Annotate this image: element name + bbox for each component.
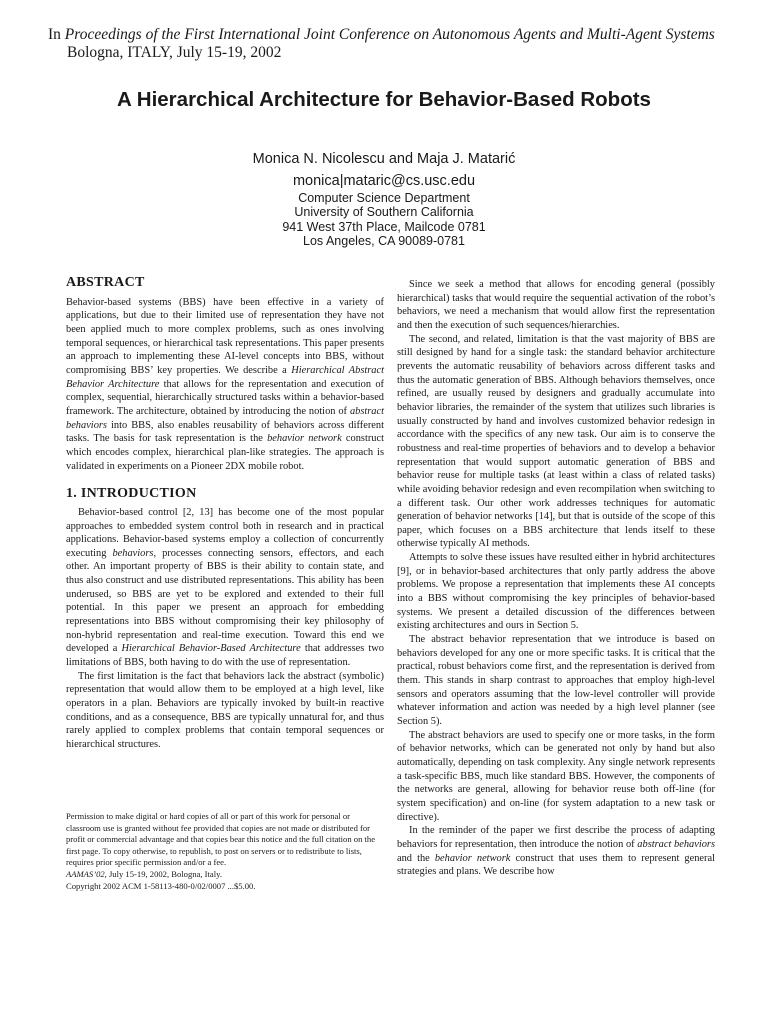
affiliation-dept: Computer Science Department: [298, 191, 470, 205]
body-text-part: construct that uses them to represent general strategies and plans. We describe how: [397, 852, 715, 878]
venue-prefix: In: [48, 26, 61, 43]
right-column: [397, 278, 715, 879]
intro-emphasis: behaviors: [112, 547, 154, 559]
abstract-emphasis: Hierarchical Abstract Behavior Architecture: [66, 364, 384, 390]
venue-note: [66, 869, 384, 881]
author-names: Monica N. Nicolescu and Maja J. Matarić: [252, 151, 516, 167]
intro-text-part: that addresses two limitations of BBS, both having to do with the use of representation.: [66, 643, 384, 669]
intro-text-part: Behavior-based control [2, 13] has become one of the most popular approaches to embedded system control both in research and in practical applications. Behavior-based systems employ a collection of concurrently executing: [66, 506, 384, 559]
intro-paragraph: [66, 506, 384, 670]
body-emphasis: abstract behaviors: [637, 838, 715, 850]
permission-text: Permission to make digital or hard copies of all or part of this work for personal or classroom use is granted without fee provided that copies are not made or distributed for profit or commercial advantage and that copies bear this notice and the full citation on the first page. To copy otherwise, to republish, to post on servers or to redistribute to lists, requires prior specific permission and/or a fee.: [66, 811, 376, 868]
body-paragraph: Attempts to solve these issues have resulted either in hybrid architectures [9], or in behavior-based architectures that only partly address the above problems. We propose a representation that implements these AI concepts into a BBS without compromising the key principles of behavior-based systems. We present a detailed discussion of the differences between existing architectures and ours in Section 5.: [397, 552, 715, 632]
body-text-part: and the: [397, 852, 435, 864]
left-column: [66, 276, 384, 752]
venue-location: Bologna, ITALY, July 15-19, 2002: [67, 44, 282, 61]
abstract-text-part: into BBS, also enables reusability of behaviors across different tasks. The basis for task representation is the: [66, 419, 384, 445]
affiliation-street: 941 West 37th Place, Mailcode 0781: [282, 219, 486, 234]
abstract-text: [66, 296, 384, 474]
body-paragraph: The abstract behaviors are used to specify one or more tasks, in the form of behavior networks, which can be generated not only by hand but also automatically, depending on task complexity. Any single network represents a task-specific BBS, much like standard BBS. However, the components of the networks are general, allowing for behavior reuse both off-line (for system specification) and on-line (for system adaptation to a new task or directive).: [397, 729, 715, 823]
abstract-text-part: Behavior-based systems (BBS) have been effective in a variety of applications, but due to their limited use of representation they have not been applied much to more complex problems, such as ones involving temporal sequences, or hierarchical task representations. This paper presents an approach to implementing these AI-level concepts into BBS, without compromising BBS’ key properties. We describe a: [66, 296, 384, 376]
abstract-text-part: construct which encodes complex, hierarchical plan-like strategies. The approach is validated in experiments on a Pioneer 2DX mobile robot.: [66, 433, 384, 472]
author-email: monica|mataric@cs.usc.edu: [292, 173, 476, 189]
body-paragraph: The abstract behavior representation that we introduce is based on behaviors developed for any one or more specific tasks. It is critical that the practical, robust behaviors come first, and the representation is derived from them. This stands in sharp contrast to approaches that employ high-level sensors and operators assuming that the low-level controller will provide whatever information and action was needed by a high level planner (see Section 5).: [397, 634, 715, 727]
venue-note-name: AAMAS’02,: [66, 868, 107, 879]
abstract-text-part: that allows for the representation and execution of complex, sequential, hierarchically structured tasks within a behavior-based framework. The architecture, obtained by introducing the notion of: [66, 378, 384, 417]
author-block: [0, 148, 768, 192]
introduction-heading: 1. INTRODUCTION: [66, 486, 197, 502]
abstract-heading: ABSTRACT: [66, 275, 145, 290]
affiliation-city: Los Angeles, CA 90089-0781: [303, 234, 465, 249]
abstract-emphasis: abstract behaviors: [66, 405, 384, 431]
paper-title: A Hierarchical Architecture for Behavior-Based Robots: [117, 88, 651, 111]
body-paragraph: Since we seek a method that allows for encoding general (possibly hierarchical) tasks that would require the sequential activation of the robot’s behaviors, we need a mechanism that would allow first the representation and then the execution of such sequences/hierarchies.: [397, 279, 715, 331]
intro-emphasis: Hierarchical Behavior-Based Architecture: [121, 643, 301, 655]
body-paragraph: The second, and related, limitation is that the vast majority of BBS are still designed by hand for a single task: the standard behavior architecture prevents the automatic reusability of behaviors across different tasks and thus the automatic generation of BBS. Although behaviors themselves, once refined, are usually reused by designers and gradually accumulate into behavior libraries, the remainder of the system that utilizes such libraries is usually constructed by hand and involves customized behavior redesign in accordance with the specifics of any new task. Our aim is to conserve the robustness and real-time properties of behaviors and to develop a behavior representation that would support automatic generation of BBS and behavior reuse for multiple tasks (at least within a class of related tasks) while avoiding behavior redesign and even recompilation when switching to a different task. Our other work addresses techniques for automatic generation of behavior networks [14], but that is outside of the scope of this paper, which focuses on a BBS architecture that lends itself to these otherwise typically AI methods.: [397, 333, 715, 550]
affiliation-univ: University of Southern California: [294, 205, 474, 220]
affiliation-block: [0, 191, 768, 249]
intro-text-part: , processes connecting sensors, effectors, and each other. An important property of BBS is their ability to contain state, and thus also construct and use distributed representations. This ability has been underused, so BBS are yet to be explored and extended to their full potential. In this paper we present an approach for embedding representations into BBS without compromising their key philosophy of non-hybrid representation and real-time execution. Toward this end we developed a: [66, 547, 384, 655]
copyright-note: Copyright 2002 ACM 1-58113-480-0/02/0007 ...$5.00.: [66, 880, 256, 891]
body-emphasis: behavior network: [434, 852, 511, 864]
venue-note-rest: July 15-19, 2002, Bologna, Italy.: [106, 868, 223, 879]
permission-footnote: [66, 811, 384, 892]
intro-paragraph: The first limitation is the fact that behaviors lack the abstract (symbolic) representation that would allow them to be employed at a high level, like operators in a plan. Behaviors are typically invoked by built-in reactive conditions, and as a consequence, BBS are typically unnatural for, and thus rarely applied to complex problems that contain temporal sequences or hierarchical structures.: [66, 670, 384, 750]
venue-conference: Proceedings of the First International Joint Conference on Autonomous Agents and Multi-Agent Systems: [64, 26, 715, 43]
venue-header: [48, 26, 715, 62]
body-text-part: In the reminder of the paper we first describe the process of adapting behaviors for representation, then introduce the notion of: [397, 825, 715, 850]
abstract-emphasis: behavior network: [267, 433, 342, 445]
body-paragraph: [397, 824, 715, 879]
